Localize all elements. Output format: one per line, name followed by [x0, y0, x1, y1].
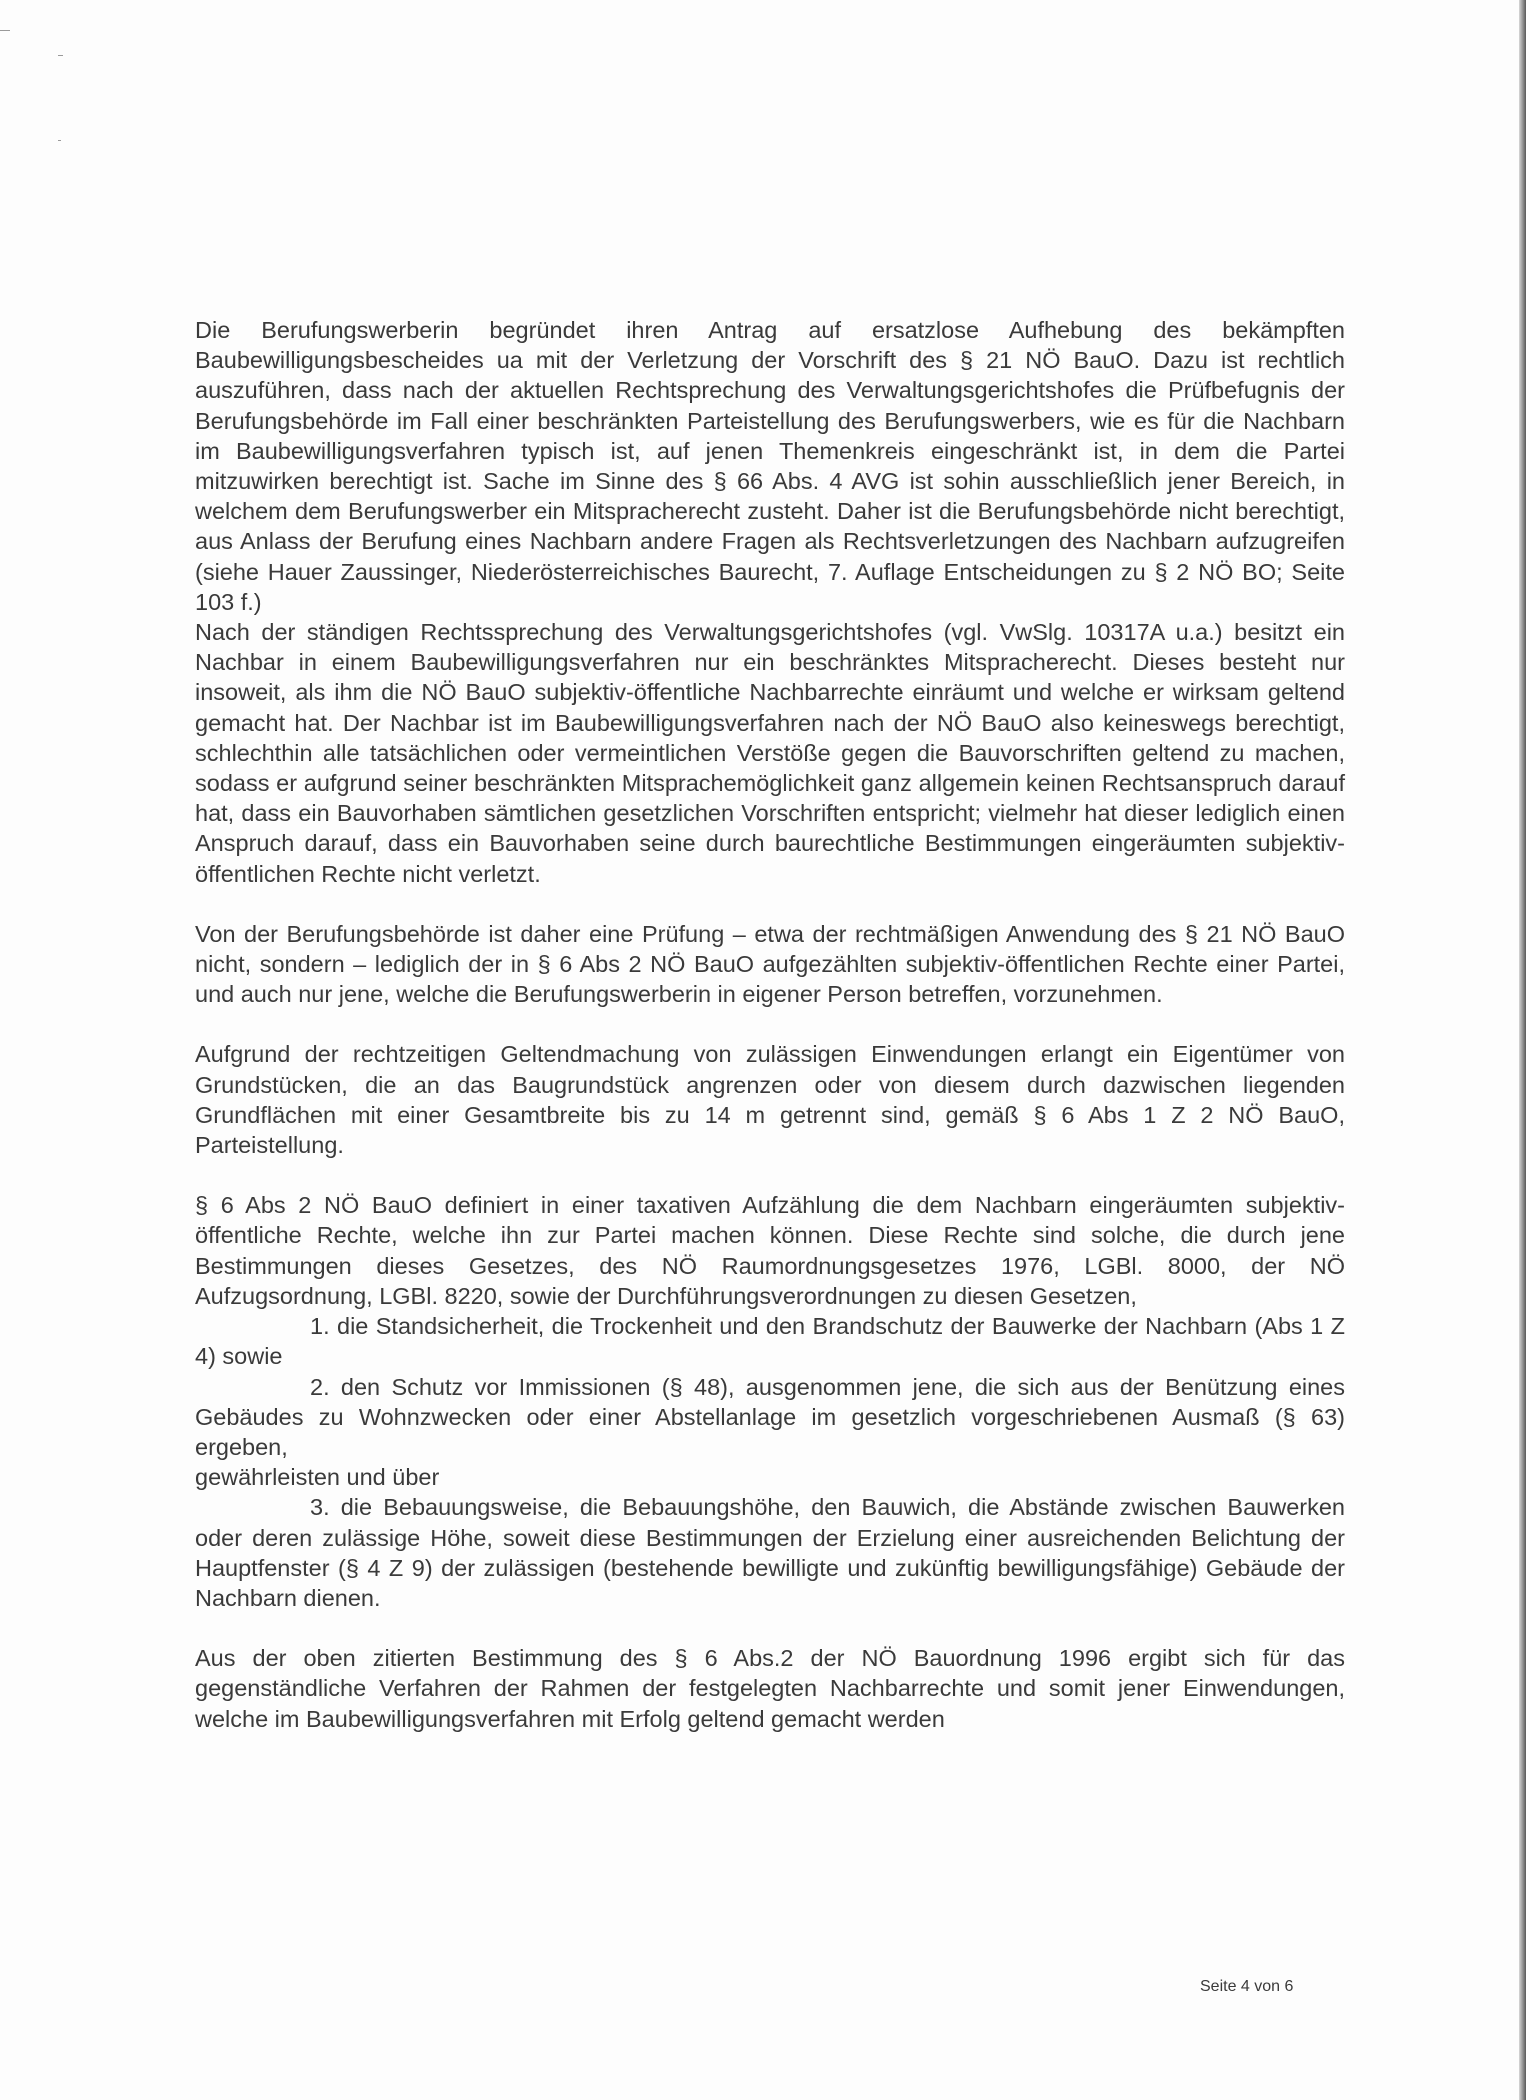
paragraph-parteistellung: Aufgrund der rechtzeitigen Geltendmachung von zulässigen Einwendungen erlangt ein Eigentümer von Grundstücken, die an das Baugrundstück angrenzen oder von diesem durch dazwischen liegenden Grundflächen mit einer Gesamtbreite bis zu 14 m getrennt sind, gemäß § 6 Abs 1 Z 2 NÖ BauO, Parteistellung.: [195, 1041, 1345, 1159]
scan-mark: [58, 140, 61, 141]
paragraph-gewaehrleisten: gewährleisten und über: [195, 1464, 440, 1491]
scan-edge-shadow: [1519, 0, 1526, 2100]
scan-mark: [0, 30, 10, 31]
list-item-3: 3. die Bebauungsweise, die Bebauungshöhe, den Bauwich, die Abstände zwischen Bauwerken oder deren zulässige Höhe, soweit diese Bestimmungen der Erzielung einer ausreichenden Belichtung der Hauptfenster (§ 4 Z 9) der zulässigen (bestehende bewilligte und zukünftig bewilligungsfähige) Gebäude der Nachbarn dienen.: [195, 1494, 1345, 1611]
document-body: [195, 315, 1345, 1734]
paragraph-berufung-begruendung: Die Berufungswerberin begründet ihren Antrag auf ersatzlose Aufhebung des bekämpften Baubewilligungsbescheides ua mit der Verletzung der Vorschrift des § 21 NÖ BauO. Dazu ist rechtlich auszuführen, dass nach der aktuellen Rechtsprechung des Verwaltungsgerichtshofes die Prüfbefugnis der Berufungsbehörde im Fall einer beschränkten Parteistellung des Berufungswerbers, wie es für die Nachbarn im Baubewilligungsverfahren typisch ist, auf jenen Themenkreis eingeschränkt ist, in dem die Partei mitzuwirken berechtigt ist. Sache im Sinne des § 66 Abs. 4 AVG ist sohin ausschließlich jener Bereich, in welchem dem Berufungswerber ein Mitspracherecht zusteht. Daher ist die Berufungsbehörde nicht berechtigt, aus Anlass der Berufung eines Nachbarn andere Fragen als Rechtsverletzungen des Nachbarn aufzugreifen (siehe Hauer Zaussinger, Niederösterreichisches Baurecht, 7. Auflage Entscheidungen zu § 2 NÖ BO; Seite 103 f.): [195, 317, 1345, 615]
page-number-footer: Seite 4 von 6: [1200, 1978, 1294, 1995]
paragraph-rechtsprechung-nachbar: Nach der ständigen Rechtssprechung des Verwaltungsgerichtshofes (vgl. VwSlg. 10317A u.a.) besitzt ein Nachbar in einem Baubewilligungsverfahren nur ein beschränktes Mitspracherecht. Dieses besteht nur insoweit, als ihm die NÖ BauO subjektiv-öffentliche Nachbarrechte einräumt und welche er wirksam geltend gemacht hat. Der Nachbar ist im Baubewilligungsverfahren nach der NÖ BauO also keineswegs berechtigt, schlechthin alle tatsächlichen oder vermeintlichen Verstöße gegen die Bauvorschriften geltend zu machen, sodass er aufgrund seiner beschränkten Mitsprachemöglichkeit ganz allgemein keinen Rechtsanspruch darauf hat, dass ein Bauvorhaben sämtlichen gesetzlichen Vorschriften entspricht; vielmehr hat dieser lediglich einen Anspruch darauf, dass ein Bauvorhaben seine durch baurechtliche Bestimmungen eingeräumten subjektiv-öffentlichen Rechte nicht verletzt.: [195, 619, 1345, 887]
paragraph-pruefungsumfang: Von der Berufungsbehörde ist daher eine Prüfung – etwa der rechtmäßigen Anwendung des § 21 NÖ BauO nicht, sondern – lediglich der in § 6 Abs 2 NÖ BauO aufgezählten subjektiv-öffentlichen Rechte einer Partei, und auch nur jene, welche die Berufungswerberin in eigener Person betreffen, vorzunehmen.: [195, 920, 1345, 1008]
paragraph-schlussfolgerung: Aus der oben zitierten Bestimmung des § 6 Abs.2 der NÖ Bauordnung 1996 ergibt sich für das gegenständliche Verfahren der Rahmen der festgelegten Nachbarrechte und somit jener Einwendungen, welche im Baubewilligungsverfahren mit Erfolg geltend gemacht werden: [195, 1645, 1345, 1732]
list-item-1: 1. die Standsicherheit, die Trockenheit und den Brandschutz der Bauwerke der Nachbarn (Abs 1 Z 4) sowie: [195, 1313, 1345, 1370]
paragraph-nachbarrechte-definition: § 6 Abs 2 NÖ BauO definiert in einer taxativen Aufzählung die dem Nachbarn eingeräumten subjektiv-öffentliche Rechte, welche ihn zur Partei machen können. Diese Rechte sind solche, die durch jene Bestimmungen dieses Gesetzes, des NÖ Raumordnungsgesetzes 1976, LGBl. 8000, der NÖ Aufzugsordnung, LGBl. 8220, sowie der Durchführungsverordnungen zu diesen Gesetzen,: [195, 1192, 1345, 1309]
list-item-2: 2. den Schutz vor Immissionen (§ 48), ausgenommen jene, die sich aus der Benützung eines Gebäudes zu Wohnzwecken oder einer Abstellanlage im gesetzlich vorgeschriebenen Ausmaß (§ 63) ergeben,: [195, 1373, 1345, 1460]
scan-mark: [58, 55, 63, 56]
